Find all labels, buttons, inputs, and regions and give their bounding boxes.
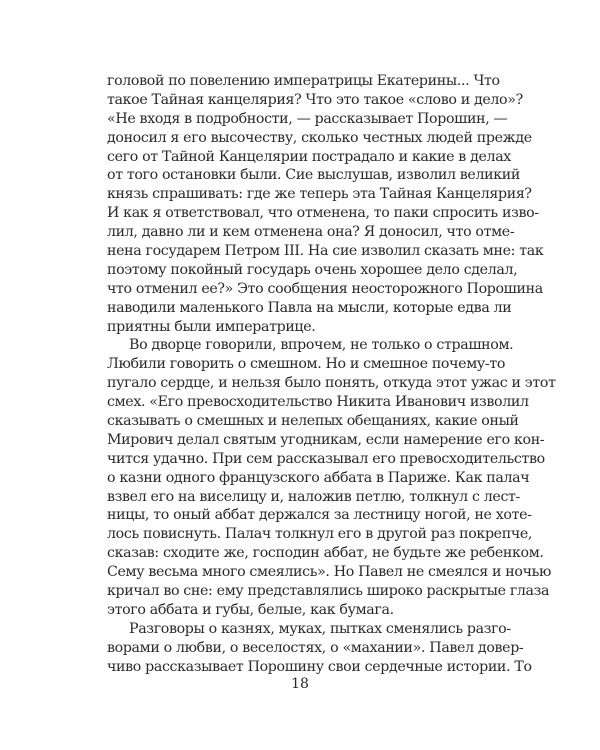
text-line: Разговоры о казнях, муках, пытках сменялись разго- (129, 620, 511, 637)
text-line: Сему весьма много смеялись». Но Павел не смеялся и ночью (107, 564, 551, 581)
text-line: наводили маленького Павла на мысли, которые едва ли (107, 299, 512, 316)
text-line: ворами о любви, о веселостях, о «махании». Павел довер- (107, 639, 524, 656)
text-line: головой по повелению императрицы Екатерины... Что (107, 73, 500, 89)
text-line: чиво рассказывает Порошину свои сердечные истории. То (107, 658, 532, 675)
text-line: от того остановки были. Сие выслушав, изволил великий (107, 167, 520, 184)
text-line: сказав: сходите же, господин аббат, не будьте же ребенком. (107, 545, 544, 562)
text-line: чится удачно. При сем рассказывал его превосходительство (107, 450, 545, 467)
text-line: смех. «Его превосходительство Никита Иванович изволил (107, 394, 529, 411)
text-line: И как я ответствовал, что отменена, то паки спросить изво- (107, 205, 539, 222)
text-line: доносил я его высочеству, сколько честных людей прежде (107, 129, 532, 146)
text-line: лил, давно ли и кем отменена она? Я доносил, что отме- (107, 224, 515, 241)
text-line: ницы, то оный аббат держался за лестницу ногой, не хоте- (107, 507, 532, 524)
text-line: сказывать о смешных и нелепых обещаниях, какие оный (107, 413, 519, 430)
text-line: Любили говорить о смешном. Но и смешное почему-то (107, 356, 506, 373)
text-line: нена государем Петром III. На сие изволил сказать мне: так (107, 243, 544, 260)
text-line: такое Тайная канцелярия? Что это такое «слово и дело»? (107, 91, 523, 108)
body-text (107, 72, 556, 677)
text-line: Мирович делал святым угодникам, если намерение его кон- (107, 431, 545, 448)
text-line: приятны были императрице. (107, 318, 316, 335)
text-line: «Не входя в подробности, — рассказывает Порошин, — (107, 110, 508, 127)
text-line: сего от Тайной Канцелярии пострадало и какие в делах (107, 148, 511, 165)
text-line: взвел его на виселицу и, наложив петлю, толкнул с лест- (107, 488, 521, 505)
text-line: этого аббата и губы, белые, как бумага. (107, 601, 394, 618)
text-line: что отменил ее?» Это сообщения неосторожного Порошина (107, 280, 543, 297)
text-line: Во дворце говорили, впрочем, не только о страшном. (129, 337, 514, 354)
page-number: 18 (291, 676, 309, 692)
text-line: князь спрашивать: где же теперь эта Тайная Канцелярия? (107, 186, 532, 203)
text-line: пугало сердце, и нельзя было понять, откуда этот ужас и этот (107, 375, 556, 392)
text-line: лось повиснуть. Палач толкнул его в другой раз покрепче, (107, 526, 533, 543)
text-line: кричал во сне: ему представлялись широко раскрытые глаза (107, 583, 550, 600)
text-line: поэтому покойный государь очень хорошее дело сделал, (107, 261, 518, 278)
text-line: о казни одного французского аббата в Париже. Как палач (107, 469, 530, 486)
